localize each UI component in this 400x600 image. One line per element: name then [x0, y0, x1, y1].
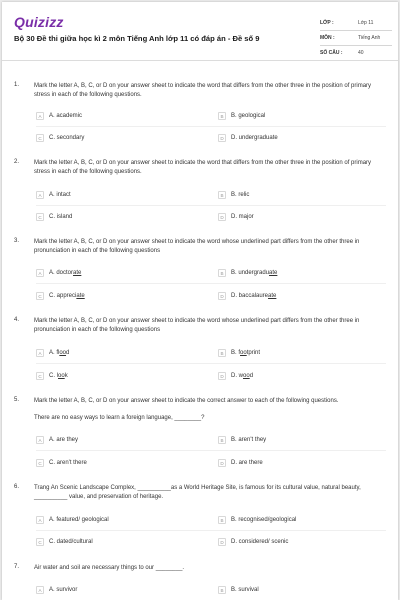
option-a[interactable]	[36, 190, 71, 200]
meta-value: Lớp 11	[358, 20, 374, 26]
option-text: C. island	[49, 214, 73, 220]
option-a[interactable]	[36, 348, 69, 358]
option-a[interactable]	[36, 111, 82, 121]
option-a[interactable]	[36, 435, 78, 445]
option-text: A. intact	[49, 192, 71, 198]
question-text: Mark the letter A, B, C, or D on your answer sheet to indicate the word whose underlined part differs from the other three in pronunciation in each of the following questions	[34, 318, 360, 333]
question-number: 3.	[14, 238, 20, 244]
option-letter-box: D	[218, 372, 226, 380]
option-d[interactable]	[218, 291, 276, 301]
option-text: A. flood	[49, 350, 70, 356]
option-text: D. major	[231, 214, 254, 220]
option-divider	[36, 363, 386, 364]
option-b[interactable]	[218, 435, 266, 445]
question-text: Mark the letter A, B, C, or D on your answer sheet to indicate the word that differs from the other three in the position of primary stress in each of the following questions.	[34, 83, 372, 98]
option-c[interactable]	[36, 537, 93, 547]
question-prompt: There are no easy ways to learn a foreign language, ________?	[34, 415, 205, 421]
question-number: 7.	[14, 564, 20, 570]
meta-row-count	[320, 46, 392, 60]
question-number: 6.	[14, 484, 20, 490]
option-text: B. undergraduate	[231, 270, 278, 276]
option-text: D. are there	[231, 460, 263, 466]
option-text: A. doctorate	[49, 270, 82, 276]
option-text: C. look	[49, 373, 68, 379]
header-divider	[2, 60, 398, 61]
option-text: B. aren't they	[231, 437, 267, 443]
option-text: C. dated/cultural	[49, 539, 93, 545]
option-letter-box: C	[36, 538, 44, 546]
question-number: 4.	[14, 317, 20, 323]
option-text: B. recognised/geological	[231, 517, 297, 523]
option-divider	[36, 530, 386, 531]
option-letter-box: B	[218, 269, 226, 277]
option-text: B. footprint	[231, 350, 261, 356]
meta-label: SỐ CÂU :	[320, 50, 343, 56]
option-letter-box: A	[36, 586, 44, 594]
option-d[interactable]	[218, 458, 263, 468]
document-title: Bộ 30 Đề thi giữa học kì 2 môn Tiếng Anh lớp 11 có đáp án - Đề số 9	[14, 34, 260, 43]
meta-row-class	[320, 16, 392, 31]
option-c[interactable]	[36, 133, 84, 143]
meta-label: LỚP :	[320, 20, 334, 26]
option-c[interactable]	[36, 212, 72, 222]
question-text: Trang An Scenic Landscape Complex, __________as a World Heritage Site, is famous for its cultural value, natural beauty, __________ value, and preservation of heritage.	[34, 485, 361, 500]
option-letter-box: B	[218, 586, 226, 594]
option-letter-box: A	[36, 349, 44, 357]
option-divider	[36, 283, 386, 284]
quizizz-logo: Quizizz	[14, 14, 64, 30]
option-text: B. relic	[231, 192, 250, 198]
question-number: 2.	[14, 159, 20, 165]
question-text: Mark the letter A, B, C, or D on your answer sheet to indicate the word that differs from the other three in the position of primary stress in each of the following questions.	[34, 160, 372, 175]
option-b[interactable]	[218, 585, 259, 595]
option-c[interactable]	[36, 291, 85, 301]
option-text: D. undergraduate	[231, 135, 278, 141]
option-b[interactable]	[218, 190, 249, 200]
option-text: C. aren't there	[49, 460, 87, 466]
option-letter-box: D	[218, 459, 226, 467]
option-letter-box: A	[36, 269, 44, 277]
option-letter-box: D	[218, 538, 226, 546]
option-letter-box: B	[218, 436, 226, 444]
option-text: A. survivor	[49, 587, 78, 593]
option-letter-box: D	[218, 213, 226, 221]
option-b[interactable]	[218, 111, 265, 121]
option-text: D. baccalaureate	[231, 293, 277, 299]
option-a[interactable]	[36, 268, 81, 278]
option-text: B. survival	[231, 587, 259, 593]
question-number: 1.	[14, 82, 20, 88]
option-text: D. considered/ scenic	[231, 539, 289, 545]
option-c[interactable]	[36, 458, 87, 468]
option-d[interactable]	[218, 133, 278, 143]
option-letter-box: C	[36, 213, 44, 221]
option-letter-box: D	[218, 292, 226, 300]
question-text: Mark the letter A, B, C, or D on your answer sheet to indicate the correct answer to each of the following questions.	[34, 398, 339, 404]
option-a[interactable]	[36, 515, 109, 525]
option-letter-box: B	[218, 112, 226, 120]
option-letter-box: C	[36, 372, 44, 380]
option-letter-box: A	[36, 191, 44, 199]
option-d[interactable]	[218, 212, 254, 222]
option-letter-box: A	[36, 516, 44, 524]
option-letter-box: B	[218, 349, 226, 357]
option-b[interactable]	[218, 268, 277, 278]
option-d[interactable]	[218, 371, 253, 381]
meta-value: Tiếng Anh	[358, 35, 381, 41]
option-letter-box: C	[36, 292, 44, 300]
meta-row-subject	[320, 31, 392, 46]
option-text: A. academic	[49, 113, 83, 119]
option-text: A. featured/ geological	[49, 517, 109, 523]
meta-value: 40	[358, 50, 364, 56]
meta-label: MÔN :	[320, 35, 335, 41]
option-text: B. geological	[231, 113, 266, 119]
option-b[interactable]	[218, 348, 260, 358]
option-c[interactable]	[36, 371, 68, 381]
option-letter-box: B	[218, 516, 226, 524]
question-text: Air water and soil are necessary things to our ________.	[34, 565, 185, 571]
option-a[interactable]	[36, 585, 77, 595]
question-number: 5.	[14, 397, 20, 403]
option-letter-box: D	[218, 134, 226, 142]
option-letter-box: C	[36, 134, 44, 142]
option-letter-box: A	[36, 436, 44, 444]
question-text: Mark the letter A, B, C, or D on your answer sheet to indicate the word whose underlined part differs from the other three in pronunciation in each of the following questions	[34, 239, 360, 254]
option-letter-box: C	[36, 459, 44, 467]
worksheet-page	[2, 2, 398, 600]
option-text: C. secondary	[49, 135, 85, 141]
option-text: A. are they	[49, 437, 79, 443]
option-b[interactable]	[218, 515, 296, 525]
option-divider	[36, 126, 386, 127]
option-divider	[36, 205, 386, 206]
option-letter-box: A	[36, 112, 44, 120]
option-d[interactable]	[218, 537, 288, 547]
meta-table	[320, 16, 392, 60]
option-text: D. wood	[231, 373, 254, 379]
option-divider	[36, 450, 386, 451]
option-text: C. appreciate	[49, 293, 85, 299]
option-letter-box: B	[218, 191, 226, 199]
